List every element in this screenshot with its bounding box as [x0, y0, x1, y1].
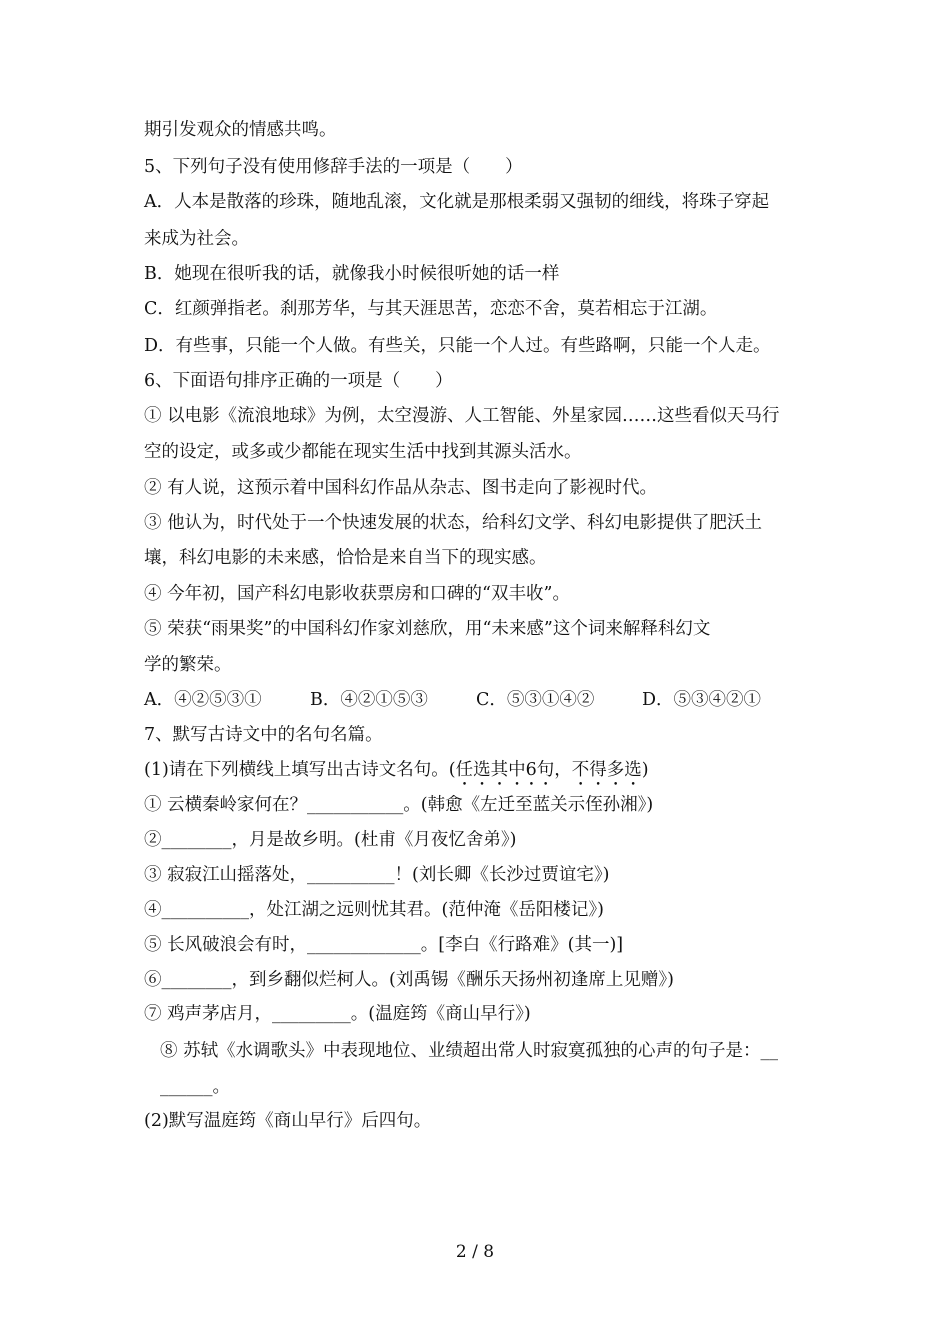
text-line: 期引发观众的情感共鸣。 — [144, 120, 337, 140]
sentence-4: ④ 今年初，国产科幻电影收获票房和口碑的“双丰收”。 — [144, 584, 570, 604]
part-1-close: ) — [641, 760, 649, 780]
question-5-option-b: B．她现在很听我的话，就像我小时候很听她的话一样 — [144, 264, 560, 284]
question-5-option-c: C．红颜弹指老。刹那芳华，与其天涯思苦，恋恋不舍，莫若相忘于江湖。 — [144, 299, 718, 319]
fill-in-6: ⑥________，到乡翻似烂柯人。(刘禹锡《酬乐天扬州初逢席上见赠》) — [144, 970, 674, 990]
question-5-option-a: A．人本是散落的珍珠，随地乱滚，文化就是那根柔弱又强韧的细线，将珠子穿起 — [144, 192, 770, 212]
option-d: D．⑤③④②① — [642, 690, 762, 710]
sentence-1-cont: 空的设定，或多或少都能在现实生活中找到其源头活水。 — [144, 442, 582, 462]
emphasized-instruction: 任选其中6句，不得多选 — [455, 760, 642, 780]
option-c: C．⑤③①④② — [476, 690, 595, 710]
fill-in-2: ②________，月是故乡明。(杜甫《月夜忆舍弟》) — [144, 830, 517, 850]
question-7-stem: 7、默写古诗文中的名句名篇。 — [144, 725, 383, 745]
fill-in-1: ① 云横秦岭家何在？___________。(韩愈《左迁至蓝关示侄孙湘》) — [144, 795, 654, 815]
question-6-options — [144, 688, 761, 712]
option-b: B．④②①⑤③ — [310, 690, 428, 710]
fill-in-7: ⑦ 鸡声茅店月，_________。(温庭筠《商山早行》) — [144, 1004, 531, 1024]
question-6-stem: 6、下面语句排序正确的一项是（ ） — [144, 371, 453, 391]
part-1-intro: (1)请在下列横线上填写出古诗文名句。( — [144, 760, 456, 780]
fill-in-8-cont: ______。 — [160, 1077, 230, 1097]
fill-in-3: ③ 寂寂江山摇落处，__________！(刘长卿《长沙过贾谊宅》) — [144, 865, 610, 885]
sentence-2: ② 有人说，这预示着中国科幻作品从杂志、图书走向了影视时代。 — [144, 478, 658, 498]
sentence-1: ① 以电影《流浪地球》为例，太空漫游、人工智能、外星家园……这些看似天马行 — [144, 406, 780, 426]
sentence-5-cont: 学的繁荣。 — [144, 655, 232, 675]
question-5-stem: 5、下列句子没有使用修辞手法的一项是（ ） — [144, 157, 523, 177]
sentence-3: ③ 他认为，时代处于一个快速发展的状态，给科幻文学、科幻电影提供了肥沃土 — [144, 513, 763, 533]
page-number: 2 / 8 — [455, 1242, 495, 1262]
sentence-3-cont: 壤，科幻电影的未来感，恰恰是来自当下的现实感。 — [144, 548, 547, 568]
question-7-part-2: (2)默写温庭筠《商山早行》后四句。 — [144, 1111, 432, 1131]
question-7-part-1 — [144, 758, 649, 790]
option-a: A．④②⑤③① — [144, 690, 262, 710]
sentence-5: ⑤ 荣获“雨果奖”的中国科幻作家刘慈欣，用“未来感”这个词来解释科幻文 — [144, 619, 711, 639]
fill-in-5: ⑤ 长风破浪会有时，_____________。[李白《行路难》(其一)] — [144, 935, 624, 955]
question-5-option-a-cont: 来成为社会。 — [144, 229, 249, 249]
fill-in-8: ⑧ 苏轼《水调歌头》中表现地位、业绩超出常人时寂寞孤独的心声的句子是：__ — [160, 1041, 779, 1061]
fill-in-4: ④__________，处江湖之远则忧其君。(范仲淹《岳阳楼记》) — [144, 900, 604, 920]
question-5-option-d: D．有些事，只能一个人做。有些关，只能一个人过。有些路啊，只能一个人走。 — [144, 336, 771, 356]
